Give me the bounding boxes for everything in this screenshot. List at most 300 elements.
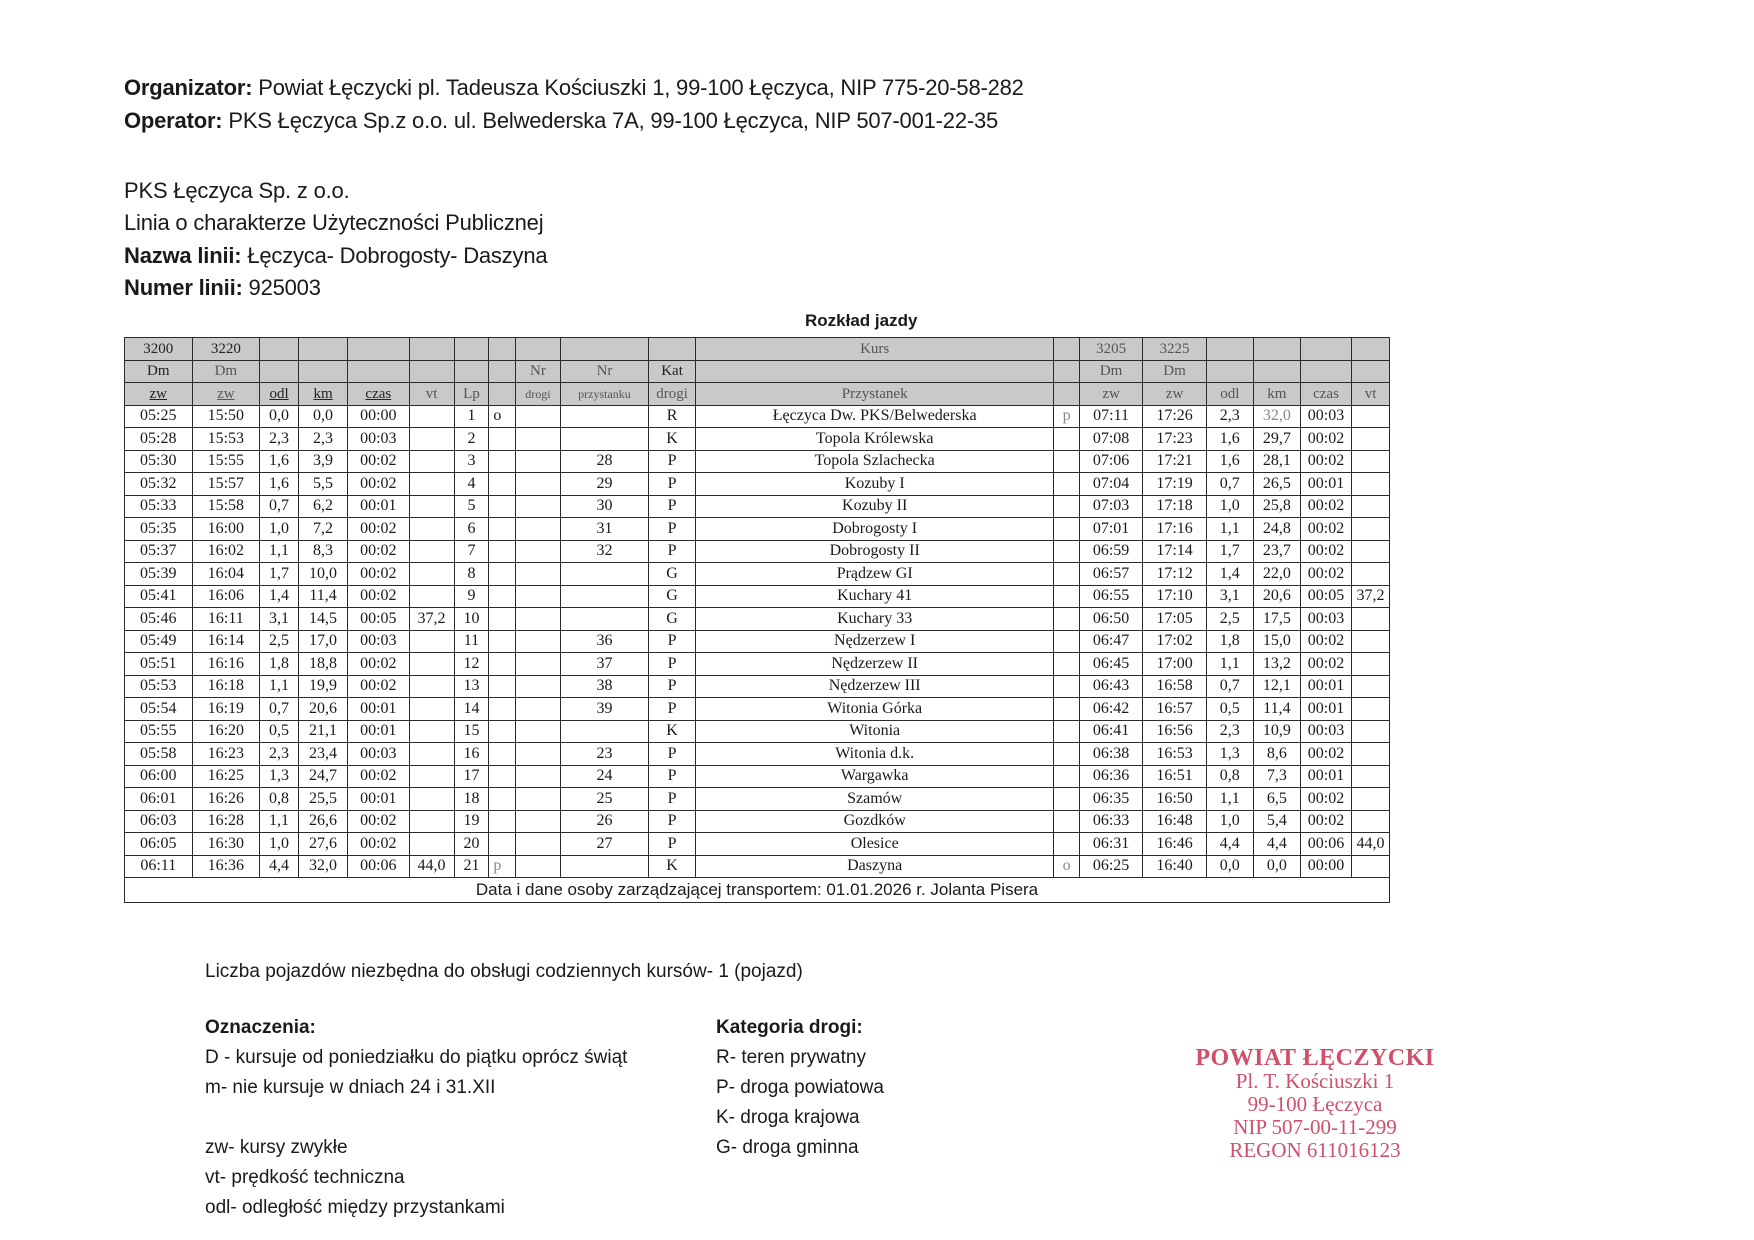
stop-name: Kozuby I xyxy=(696,473,1054,496)
departure-3200: 05:55 xyxy=(125,720,193,743)
road-category: P xyxy=(649,698,696,721)
stop-number: 6 xyxy=(454,518,489,541)
stop-name: Topola Szlachecka xyxy=(696,450,1054,473)
return-km: 32,0 xyxy=(1253,405,1300,428)
organizer-line xyxy=(124,75,1024,101)
days-3225: Dm xyxy=(1143,360,1206,383)
return-tech-speed xyxy=(1352,518,1390,541)
legend xyxy=(205,1013,627,1223)
line-number-value: 925003 xyxy=(242,275,321,300)
return-mark: p xyxy=(1054,405,1080,428)
col-przystanek: Przystanek xyxy=(696,383,1054,406)
return-distance: 1,3 xyxy=(1206,743,1253,766)
tech-speed xyxy=(409,540,454,563)
return-time: 00:02 xyxy=(1300,495,1351,518)
return-distance: 0,5 xyxy=(1206,698,1253,721)
return-tech-speed xyxy=(1352,428,1390,451)
tech-speed xyxy=(409,788,454,811)
road-category: G xyxy=(649,563,696,586)
stop-number: 1 xyxy=(454,405,489,428)
return-tech-speed: 37,2 xyxy=(1352,585,1390,608)
return-tech-speed xyxy=(1352,495,1390,518)
table-row xyxy=(125,675,1390,698)
mark xyxy=(489,720,516,743)
return-km: 24,8 xyxy=(1253,518,1300,541)
col-vt: vt xyxy=(1352,383,1390,406)
legend-item: odl- odległość między przystankami xyxy=(205,1197,505,1218)
table-row xyxy=(125,428,1390,451)
return-distance: 2,3 xyxy=(1206,720,1253,743)
return-km: 8,6 xyxy=(1253,743,1300,766)
distance: 1,0 xyxy=(260,833,299,856)
tech-speed xyxy=(409,450,454,473)
travel-time: 00:03 xyxy=(348,630,409,653)
road-number xyxy=(515,833,560,856)
days-3205: Dm xyxy=(1079,360,1142,383)
timetable-title: Rozkład jazdy xyxy=(805,311,918,330)
road-category: K xyxy=(649,855,696,878)
departure-3225: 16:58 xyxy=(1143,675,1206,698)
tech-speed xyxy=(409,518,454,541)
return-time: 00:03 xyxy=(1300,608,1351,631)
distance: 1,0 xyxy=(260,518,299,541)
stop-code: 31 xyxy=(560,518,648,541)
legend-item: vt- prędkość techniczna xyxy=(205,1167,405,1188)
departure-3220: 15:55 xyxy=(192,450,260,473)
return-mark xyxy=(1054,585,1080,608)
road-number xyxy=(515,810,560,833)
km-total: 0,0 xyxy=(298,405,347,428)
return-distance: 1,4 xyxy=(1206,563,1253,586)
road-category: P xyxy=(649,540,696,563)
return-tech-speed xyxy=(1352,473,1390,496)
stop-code xyxy=(560,608,648,631)
return-distance: 1,8 xyxy=(1206,630,1253,653)
tech-speed xyxy=(409,585,454,608)
stop-name: Dobrogosty I xyxy=(696,518,1054,541)
road-category: P xyxy=(649,788,696,811)
mark xyxy=(489,653,516,676)
stop-code: 30 xyxy=(560,495,648,518)
mark xyxy=(489,675,516,698)
km-total: 32,0 xyxy=(298,855,347,878)
vehicles-note: Liczba pojazdów niezbędna do obsługi codziennych kursów- 1 (pojazd) xyxy=(205,961,803,982)
stop-code xyxy=(560,563,648,586)
tech-speed xyxy=(409,675,454,698)
return-distance: 2,3 xyxy=(1206,405,1253,428)
distance: 3,1 xyxy=(260,608,299,631)
tech-speed xyxy=(409,833,454,856)
mark xyxy=(489,495,516,518)
mark xyxy=(489,428,516,451)
departure-3225: 17:18 xyxy=(1143,495,1206,518)
distance: 1,3 xyxy=(260,765,299,788)
distance: 0,5 xyxy=(260,720,299,743)
departure-3220: 15:53 xyxy=(192,428,260,451)
road-number xyxy=(515,450,560,473)
mark xyxy=(489,810,516,833)
road-number xyxy=(515,653,560,676)
table-row xyxy=(125,833,1390,856)
company-name: PKS Łęczyca Sp. z o.o. xyxy=(124,178,350,203)
stop-name: Witonia Górka xyxy=(696,698,1054,721)
return-time: 00:02 xyxy=(1300,630,1351,653)
return-tech-speed xyxy=(1352,608,1390,631)
mark xyxy=(489,608,516,631)
return-mark xyxy=(1054,473,1080,496)
departure-3225: 16:51 xyxy=(1143,765,1206,788)
return-tech-speed xyxy=(1352,653,1390,676)
return-mark xyxy=(1054,450,1080,473)
stop-code: 36 xyxy=(560,630,648,653)
departure-3220: 16:06 xyxy=(192,585,260,608)
departure-3205: 07:08 xyxy=(1079,428,1142,451)
road-number xyxy=(515,428,560,451)
table-row xyxy=(125,698,1390,721)
return-mark xyxy=(1054,788,1080,811)
return-distance: 1,1 xyxy=(1206,653,1253,676)
col-odl: odl xyxy=(260,383,299,406)
col-zw: zw xyxy=(192,383,260,406)
departure-3200: 05:58 xyxy=(125,743,193,766)
mark xyxy=(489,563,516,586)
stop-name: Daszyna xyxy=(696,855,1054,878)
road-category-item: G- droga gminna xyxy=(716,1137,859,1158)
km-total: 23,4 xyxy=(298,743,347,766)
km-total: 18,8 xyxy=(298,653,347,676)
return-km: 7,3 xyxy=(1253,765,1300,788)
return-km: 13,2 xyxy=(1253,653,1300,676)
tech-speed xyxy=(409,473,454,496)
mark xyxy=(489,765,516,788)
stop-name: Topola Królewska xyxy=(696,428,1054,451)
table-row xyxy=(125,608,1390,631)
col-czas: czas xyxy=(1300,383,1351,406)
days-3220: Dm xyxy=(192,360,260,383)
return-tech-speed xyxy=(1352,720,1390,743)
departure-3220: 16:28 xyxy=(192,810,260,833)
stop-number: 19 xyxy=(454,810,489,833)
road-category: P xyxy=(649,675,696,698)
departure-3225: 16:48 xyxy=(1143,810,1206,833)
return-time: 00:01 xyxy=(1300,698,1351,721)
travel-time: 00:02 xyxy=(348,563,409,586)
table-row xyxy=(125,405,1390,428)
road-category: P xyxy=(649,833,696,856)
departure-3225: 17:10 xyxy=(1143,585,1206,608)
road-number xyxy=(515,765,560,788)
return-distance: 1,0 xyxy=(1206,810,1253,833)
tech-speed xyxy=(409,765,454,788)
mark: o xyxy=(489,405,516,428)
departure-3225: 17:21 xyxy=(1143,450,1206,473)
stop-code: 27 xyxy=(560,833,648,856)
return-mark: o xyxy=(1054,855,1080,878)
departure-3225: 17:26 xyxy=(1143,405,1206,428)
mark xyxy=(489,585,516,608)
stop-name: Olesice xyxy=(696,833,1054,856)
table-row xyxy=(125,540,1390,563)
mark xyxy=(489,540,516,563)
travel-time: 00:02 xyxy=(348,675,409,698)
tech-speed xyxy=(409,698,454,721)
return-mark xyxy=(1054,810,1080,833)
legend-title: Oznaczenia: xyxy=(205,1017,316,1038)
departure-3220: 16:23 xyxy=(192,743,260,766)
distance: 4,4 xyxy=(260,855,299,878)
km-total: 19,9 xyxy=(298,675,347,698)
return-distance: 1,1 xyxy=(1206,788,1253,811)
return-time: 00:02 xyxy=(1300,563,1351,586)
stop-name: Nędzerzew I xyxy=(696,630,1054,653)
travel-time: 00:06 xyxy=(348,855,409,878)
stop-code: 24 xyxy=(560,765,648,788)
days-3200: Dm xyxy=(125,360,193,383)
road-category-item: R- teren prywatny xyxy=(716,1047,866,1068)
line-number-label: Numer linii: xyxy=(124,275,243,300)
departure-3225: 17:16 xyxy=(1143,518,1206,541)
road-category-legend xyxy=(716,1013,884,1163)
distance: 1,1 xyxy=(260,675,299,698)
return-mark xyxy=(1054,833,1080,856)
stop-number: 11 xyxy=(454,630,489,653)
departure-3225: 16:57 xyxy=(1143,698,1206,721)
departure-3200: 06:05 xyxy=(125,833,193,856)
road-category: K xyxy=(649,428,696,451)
table-row xyxy=(125,720,1390,743)
road-number xyxy=(515,675,560,698)
km-total: 20,6 xyxy=(298,698,347,721)
table-row xyxy=(125,585,1390,608)
departure-3225: 17:12 xyxy=(1143,563,1206,586)
departure-3220: 16:26 xyxy=(192,788,260,811)
tech-speed xyxy=(409,428,454,451)
return-km: 15,0 xyxy=(1253,630,1300,653)
departure-3225: 17:14 xyxy=(1143,540,1206,563)
road-category: P xyxy=(649,765,696,788)
stamp-address: Pl. T. Kościuszki 1 xyxy=(1235,1069,1395,1093)
road-number xyxy=(515,855,560,878)
mark xyxy=(489,788,516,811)
departure-3205: 06:43 xyxy=(1079,675,1142,698)
stop-code: 29 xyxy=(560,473,648,496)
departure-3225: 17:23 xyxy=(1143,428,1206,451)
table-row xyxy=(125,563,1390,586)
table-row xyxy=(125,450,1390,473)
tech-speed xyxy=(409,563,454,586)
stop-number: 14 xyxy=(454,698,489,721)
distance: 0,8 xyxy=(260,788,299,811)
return-mark xyxy=(1054,743,1080,766)
col-kat-drogi: drogi xyxy=(649,383,696,406)
stop-code xyxy=(560,405,648,428)
km-total: 7,2 xyxy=(298,518,347,541)
departure-3225: 17:02 xyxy=(1143,630,1206,653)
return-distance: 1,6 xyxy=(1206,428,1253,451)
operator-label: Operator: xyxy=(124,108,223,133)
return-tech-speed xyxy=(1352,630,1390,653)
stop-number: 3 xyxy=(454,450,489,473)
road-number xyxy=(515,540,560,563)
departure-3205: 07:11 xyxy=(1079,405,1142,428)
departure-3220: 16:16 xyxy=(192,653,260,676)
road-category: P xyxy=(649,518,696,541)
distance: 2,5 xyxy=(260,630,299,653)
official-stamp xyxy=(1165,1047,1465,1162)
stop-code: 23 xyxy=(560,743,648,766)
stop-code xyxy=(560,855,648,878)
departure-3220: 16:19 xyxy=(192,698,260,721)
nr-label: Nr xyxy=(515,360,560,383)
return-mark xyxy=(1054,765,1080,788)
return-mark xyxy=(1054,675,1080,698)
stamp-regon: REGON 611016123 xyxy=(1229,1138,1401,1162)
road-category: P xyxy=(649,653,696,676)
line-number xyxy=(124,275,321,301)
km-total: 14,5 xyxy=(298,608,347,631)
road-number xyxy=(515,495,560,518)
departure-3200: 05:54 xyxy=(125,698,193,721)
departure-3220: 16:00 xyxy=(192,518,260,541)
legend-item: m- nie kursuje w dniach 24 i 31.XII xyxy=(205,1077,496,1098)
return-tech-speed xyxy=(1352,450,1390,473)
departure-3205: 07:04 xyxy=(1079,473,1142,496)
col-zw: zw xyxy=(1079,383,1142,406)
return-time: 00:02 xyxy=(1300,428,1351,451)
road-category: G xyxy=(649,585,696,608)
col-zw: zw xyxy=(125,383,193,406)
road-number xyxy=(515,563,560,586)
course-3220: 3220 xyxy=(192,338,260,361)
departure-3200: 05:41 xyxy=(125,585,193,608)
table-row xyxy=(125,630,1390,653)
stop-code xyxy=(560,720,648,743)
km-total: 26,6 xyxy=(298,810,347,833)
stop-code: 38 xyxy=(560,675,648,698)
return-distance: 0,7 xyxy=(1206,473,1253,496)
stop-name: Witonia xyxy=(696,720,1054,743)
tech-speed: 37,2 xyxy=(409,608,454,631)
return-mark xyxy=(1054,608,1080,631)
departure-3225: 16:40 xyxy=(1143,855,1206,878)
departure-3200: 06:11 xyxy=(125,855,193,878)
line-name-value: Łęczyca- Dobrogosty- Daszyna xyxy=(241,243,548,268)
departure-3200: 05:49 xyxy=(125,630,193,653)
road-category: P xyxy=(649,495,696,518)
return-mark xyxy=(1054,518,1080,541)
travel-time: 00:02 xyxy=(348,540,409,563)
km-total: 6,2 xyxy=(298,495,347,518)
header-row-days xyxy=(125,360,1390,383)
departure-3200: 05:37 xyxy=(125,540,193,563)
course-3200: 3200 xyxy=(125,338,193,361)
col-lp: Lp xyxy=(454,383,489,406)
departure-3200: 05:35 xyxy=(125,518,193,541)
departure-3205: 06:31 xyxy=(1079,833,1142,856)
tech-speed: 44,0 xyxy=(409,855,454,878)
distance: 0,0 xyxy=(260,405,299,428)
departure-3220: 15:57 xyxy=(192,473,260,496)
km-total: 17,0 xyxy=(298,630,347,653)
stop-number: 15 xyxy=(454,720,489,743)
timetable xyxy=(124,337,1390,903)
road-category-title: Kategoria drogi: xyxy=(716,1017,863,1038)
table-row xyxy=(125,653,1390,676)
legend-item: zw- kursy zwykłe xyxy=(205,1137,348,1158)
return-km: 5,4 xyxy=(1253,810,1300,833)
departure-3225: 17:05 xyxy=(1143,608,1206,631)
return-mark xyxy=(1054,630,1080,653)
tech-speed xyxy=(409,405,454,428)
stop-number: 21 xyxy=(454,855,489,878)
stop-number: 9 xyxy=(454,585,489,608)
stop-name: Nędzerzew III xyxy=(696,675,1054,698)
return-mark xyxy=(1054,720,1080,743)
return-mark xyxy=(1054,698,1080,721)
departure-3225: 16:46 xyxy=(1143,833,1206,856)
departure-3200: 05:51 xyxy=(125,653,193,676)
line-type: Linia o charakterze Użyteczności Publicznej xyxy=(124,210,544,235)
departure-3220: 16:20 xyxy=(192,720,260,743)
col-vt: vt xyxy=(409,383,454,406)
departure-3220: 15:50 xyxy=(192,405,260,428)
stop-name: Kozuby II xyxy=(696,495,1054,518)
return-time: 00:01 xyxy=(1300,675,1351,698)
road-category-item: P- droga powiatowa xyxy=(716,1077,884,1098)
departure-3205: 06:25 xyxy=(1079,855,1142,878)
road-category: P xyxy=(649,810,696,833)
stop-name: Nędzerzew II xyxy=(696,653,1054,676)
return-mark xyxy=(1054,428,1080,451)
departure-3200: 06:00 xyxy=(125,765,193,788)
return-km: 22,0 xyxy=(1253,563,1300,586)
kurs-label: Kurs xyxy=(696,338,1054,361)
travel-time: 00:02 xyxy=(348,473,409,496)
km-total: 3,9 xyxy=(298,450,347,473)
departure-3205: 06:59 xyxy=(1079,540,1142,563)
road-number xyxy=(515,405,560,428)
distance: 1,1 xyxy=(260,810,299,833)
return-km: 29,7 xyxy=(1253,428,1300,451)
return-km: 28,1 xyxy=(1253,450,1300,473)
departure-3200: 05:25 xyxy=(125,405,193,428)
organizer-value: Powiat Łęczycki pl. Tadeusza Kościuszki 1, 99-100 Łęczyca, NIP 775-20-58-282 xyxy=(252,75,1024,100)
col-km: km xyxy=(1253,383,1300,406)
mark: p xyxy=(489,855,516,878)
travel-time: 00:03 xyxy=(348,743,409,766)
departure-3205: 06:38 xyxy=(1079,743,1142,766)
col-km: km xyxy=(298,383,347,406)
departure-3220: 16:18 xyxy=(192,675,260,698)
return-time: 00:01 xyxy=(1300,473,1351,496)
travel-time: 00:02 xyxy=(348,765,409,788)
road-number xyxy=(515,585,560,608)
stop-number: 13 xyxy=(454,675,489,698)
return-km: 23,7 xyxy=(1253,540,1300,563)
departure-3220: 16:36 xyxy=(192,855,260,878)
tech-speed xyxy=(409,720,454,743)
km-total: 25,5 xyxy=(298,788,347,811)
return-time: 00:06 xyxy=(1300,833,1351,856)
road-category: G xyxy=(649,608,696,631)
mark xyxy=(489,473,516,496)
stop-name: Dobrogosty II xyxy=(696,540,1054,563)
stop-number: 18 xyxy=(454,788,489,811)
return-time: 00:05 xyxy=(1300,585,1351,608)
road-number xyxy=(515,630,560,653)
return-mark xyxy=(1054,540,1080,563)
departure-3205: 06:36 xyxy=(1079,765,1142,788)
